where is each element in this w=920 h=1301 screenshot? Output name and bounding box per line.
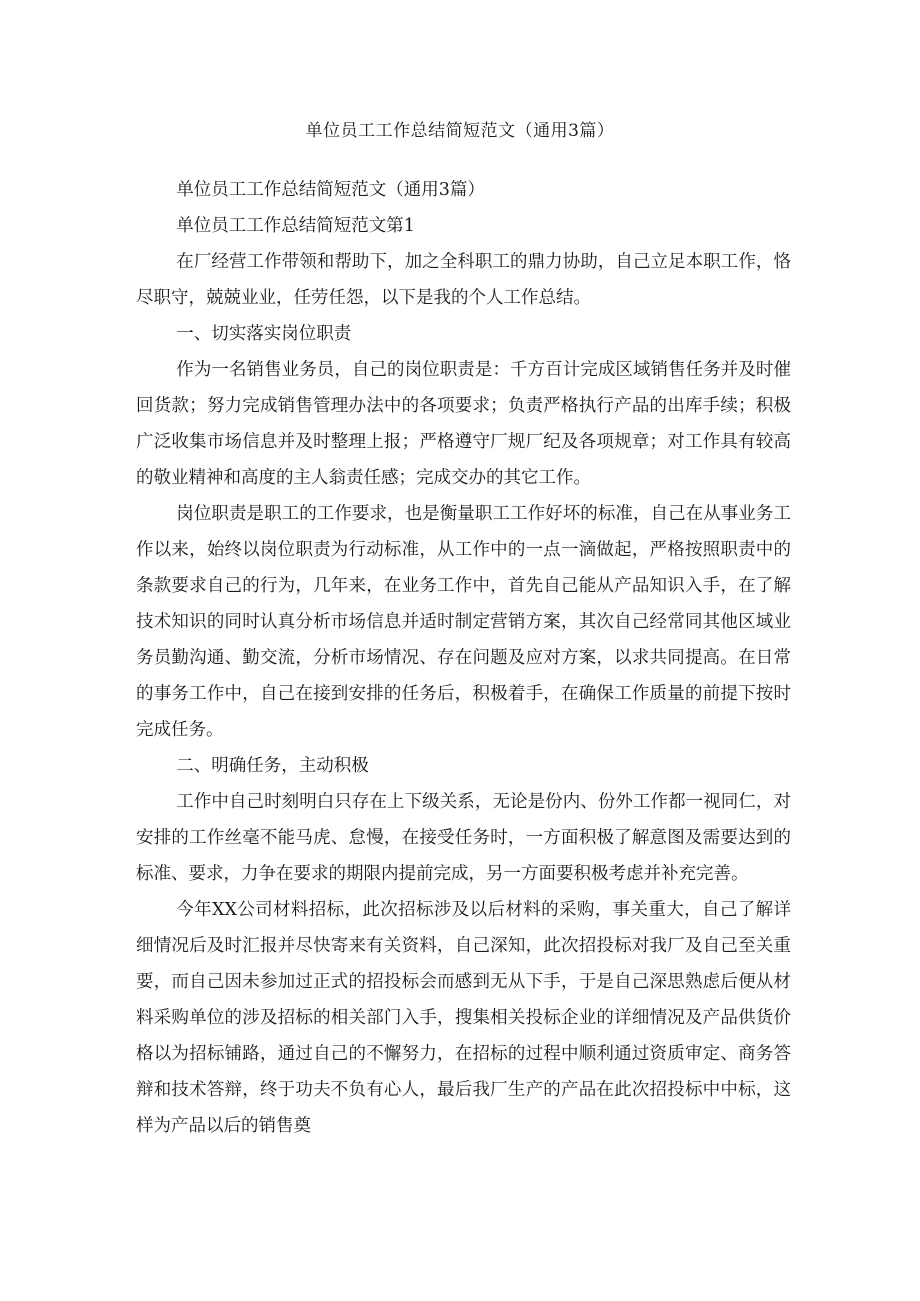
section-heading: 二、明确任务，主动积极 (176, 756, 369, 776)
document-body (136, 172, 791, 1144)
section-heading: 单位员工工作总结简短范文第1 (176, 216, 415, 236)
body-paragraph: 岗位职责是职工的工作要求，也是衡量职工工作好坏的标准，自己在从事业务工作以来，始终以岗位职责为行动标准，从工作中的一点一滴做起，严格按照职责中的条款要求自己的行为，几年来，在业务工作中，首先自己能从产品知识入手，在了解技术知识的同时认真分析市场信息并适时制定营销方案，其次自己经常同其他区域业务员勤沟通、勤交流，分析市场情况、存在问题及应对方案，以求共同提高。在日常的事务工作中，自己在接到安排的任务后，积极着手，在确保工作质量的前提下按时完成任务。 (136, 504, 791, 740)
body-paragraph: 今年XX公司材料招标，此次招标涉及以后材料的采购，事关重大，自己了解详细情况后及时汇报并尽快寄来有关资料，自己深知，此次招投标对我厂及自己至关重要，而自己因未参加过正式的招投标会而感到无从下手，于是自己深思熟虑后便从材料采购单位的涉及招标的相关部门入手，搜集相关投标企业的详细情况及产品供货价格以为招标铺路，通过自己的不懈努力，在招标的过程中顺利通过资质审定、商务答辩和技术答辩，终于功夫不负有心人，最后我厂生产的产品在此次招投标中中标，这样为产品以后的销售奠 (136, 900, 791, 1136)
body-paragraph: 在厂经营工作带领和帮助下，加之全科职工的鼎力协助，自己立足本职工作，恪尽职守，兢兢业业，任劳任怨，以下是我的个人工作总结。 (136, 252, 791, 308)
body-paragraph: 作为一名销售业务员，自己的岗位职责是：千方百计完成区域销售任务并及时催回货款；努力完成销售管理办法中的各项要求；负责严格执行产品的出库手续；积极广泛收集市场信息并及时整理上报；严格遵守厂规厂纪及各项规章；对工作具有较高的敬业精神和高度的主人翁责任感；完成交办的其它工作。 (136, 360, 791, 488)
body-paragraph: 工作中自己时刻明白只存在上下级关系，无论是份内、份外工作都一视同仁，对安排的工作丝毫不能马虎、怠慢，在接受任务时，一方面积极了解意图及需要达到的标准、要求，力争在要求的期限内提前完成，另一方面要积极考虑并补充完善。 (136, 792, 791, 884)
document-title: 单位员工工作总结简短范文（通用3篇） (305, 121, 615, 141)
subtitle-paragraph: 单位员工工作总结简短范文（通用3篇） (176, 180, 485, 200)
section-heading: 一、切实落实岗位职责 (176, 324, 352, 344)
